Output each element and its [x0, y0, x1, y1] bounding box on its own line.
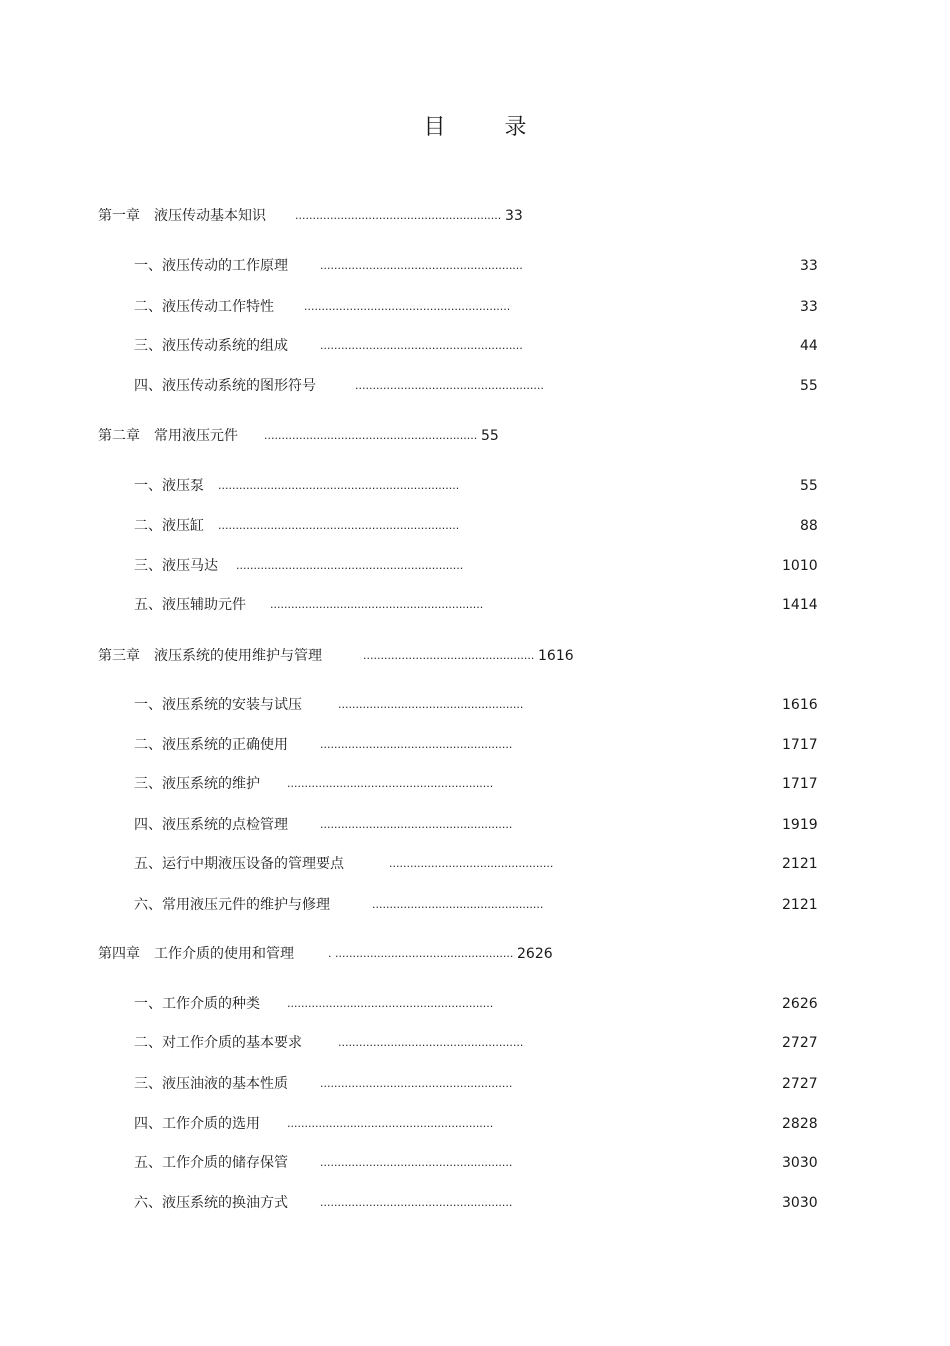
toc-entry-title: 二、液压系统的正确使用 — [134, 737, 288, 753]
toc-entry-title: 第三章 液压系统的使用维护与管理 — [98, 648, 322, 664]
toc-page-number: 1717 — [782, 776, 818, 792]
toc-page-number: 33 — [800, 258, 818, 274]
toc-leader-dots: ............................................... — [389, 857, 554, 870]
toc-section-entry[interactable] — [134, 895, 818, 915]
toc-entry-title: 二、对工作介质的基本要求 — [134, 1035, 302, 1051]
toc-entry-title: 五、液压辅助元件 — [134, 597, 246, 613]
toc-page-number: 2121 — [782, 897, 818, 913]
toc-entry-title: 四、液压传动系统的图形符号 — [134, 378, 316, 394]
toc-entry-title: 三、液压油液的基本性质 — [134, 1076, 288, 1092]
toc-leader-dots: . ................................................... — [328, 947, 514, 960]
toc-leader-dots: ........................................................... — [287, 997, 494, 1010]
toc-section-entry[interactable] — [134, 815, 818, 835]
toc-section-entry[interactable] — [134, 1153, 818, 1173]
toc-section-entry[interactable] — [134, 1033, 818, 1053]
toc-section-entry[interactable] — [134, 376, 818, 396]
toc-page-number: 55 — [800, 478, 818, 494]
toc-leader-dots: ...................................................... — [355, 379, 544, 392]
toc-leader-dots: ..................................................... — [338, 1036, 524, 1049]
toc-section-entry[interactable] — [134, 1074, 818, 1094]
toc-entry-title: 第二章 常用液压元件 — [98, 428, 238, 444]
toc-entry-title: 一、液压泵 — [134, 478, 204, 494]
toc-leader-dots: ....................................................... — [320, 1196, 513, 1209]
toc-leader-dots: ..................................................... — [338, 698, 524, 711]
toc-leader-dots: ........................................................... — [287, 1117, 494, 1130]
toc-entry-title: 第四章 工作介质的使用和管理 — [98, 946, 294, 962]
toc-page-number: 2626 — [782, 996, 818, 1012]
toc-page-number: 3030 — [782, 1155, 818, 1171]
toc-entry-title: 五、工作介质的储存保管 — [134, 1155, 288, 1171]
toc-section-entry[interactable] — [134, 1114, 818, 1134]
toc-page-number: 2626 — [517, 946, 553, 962]
toc-page-number: 88 — [800, 518, 818, 534]
toc-leader-dots: ............................................................. — [264, 429, 478, 442]
toc-leader-dots: .......................................................... — [320, 339, 523, 352]
toc-page-number: 1717 — [782, 737, 818, 753]
toc-leader-dots: ........................................................... — [287, 777, 494, 790]
toc-page-number: 55 — [481, 428, 499, 444]
toc-page-number: 1616 — [782, 697, 818, 713]
toc-leader-dots: ........................................................... — [304, 300, 511, 313]
toc-section-entry[interactable] — [134, 695, 818, 715]
toc-section-entry[interactable] — [134, 516, 818, 536]
toc-entry-title: 四、液压系统的点检管理 — [134, 817, 288, 833]
toc-section-entry[interactable] — [134, 556, 818, 576]
toc-entry-title: 一、液压系统的安装与试压 — [134, 697, 302, 713]
toc-page-number: 2828 — [782, 1116, 818, 1132]
toc-page-number: 1010 — [782, 558, 818, 574]
toc-entry-title: 二、液压传动工作特性 — [134, 299, 274, 315]
toc-page-number: 2121 — [782, 856, 818, 872]
toc-section-entry[interactable] — [134, 256, 818, 276]
toc-entry-title: 五、运行中期液压设备的管理要点 — [134, 856, 344, 872]
toc-entry-title: 四、工作介质的选用 — [134, 1116, 260, 1132]
toc-entry-title: 三、液压传动系统的组成 — [134, 338, 288, 354]
toc-entry-title: 六、液压系统的换油方式 — [134, 1195, 288, 1211]
toc-entry-title: 一、工作介质的种类 — [134, 996, 260, 1012]
toc-leader-dots: ........................................................... — [295, 209, 502, 222]
toc-chapter-entry[interactable] — [98, 944, 553, 964]
toc-chapter-entry[interactable] — [98, 646, 574, 666]
toc-page-number: 3030 — [782, 1195, 818, 1211]
toc-page-number: 2727 — [782, 1035, 818, 1051]
toc-page-number: 2727 — [782, 1076, 818, 1092]
toc-leader-dots: .......................................................... — [320, 259, 523, 272]
toc-leader-dots: ..................................................................... — [218, 519, 460, 532]
toc-page-number: 55 — [800, 378, 818, 394]
toc-leader-dots: ....................................................... — [320, 1077, 513, 1090]
toc-section-entry[interactable] — [134, 297, 818, 317]
toc-leader-dots: ............................................................. — [270, 598, 484, 611]
toc-entry-title: 一、液压传动的工作原理 — [134, 258, 288, 274]
toc-leader-dots: ....................................................... — [320, 738, 513, 751]
toc-section-entry[interactable] — [134, 336, 818, 356]
toc-page-number: 1414 — [782, 597, 818, 613]
toc-entry-title: 第一章 液压传动基本知识 — [98, 208, 266, 224]
toc-page-number: 44 — [800, 338, 818, 354]
toc-section-entry[interactable] — [134, 1193, 818, 1213]
toc-section-entry[interactable] — [134, 854, 818, 874]
toc-page-number: 33 — [800, 299, 818, 315]
toc-leader-dots: ....................................................... — [320, 818, 513, 831]
toc-leader-dots: ....................................................... — [320, 1156, 513, 1169]
toc-leader-dots: ................................................. — [363, 649, 535, 662]
toc-page-number: 1919 — [782, 817, 818, 833]
toc-leader-dots: ................................................................. — [236, 559, 464, 572]
toc-leader-dots: ................................................. — [372, 898, 544, 911]
toc-section-entry[interactable] — [134, 774, 818, 794]
toc-entry-title: 二、液压缸 — [134, 518, 204, 534]
toc-page-number: 1616 — [538, 648, 574, 664]
toc-page-number: 33 — [505, 208, 523, 224]
toc-entry-title: 三、液压系统的维护 — [134, 776, 260, 792]
toc-chapter-entry[interactable] — [98, 426, 499, 446]
toc-entry-title: 六、常用液压元件的维护与修理 — [134, 897, 330, 913]
toc-section-entry[interactable] — [134, 735, 818, 755]
toc-leader-dots: ..................................................................... — [218, 479, 460, 492]
page-title: 目 录 — [423, 115, 553, 140]
toc-section-entry[interactable] — [134, 476, 818, 496]
toc-section-entry[interactable] — [134, 595, 818, 615]
toc-section-entry[interactable] — [134, 994, 818, 1014]
toc-chapter-entry[interactable] — [98, 206, 523, 226]
toc-entry-title: 三、液压马达 — [134, 558, 218, 574]
